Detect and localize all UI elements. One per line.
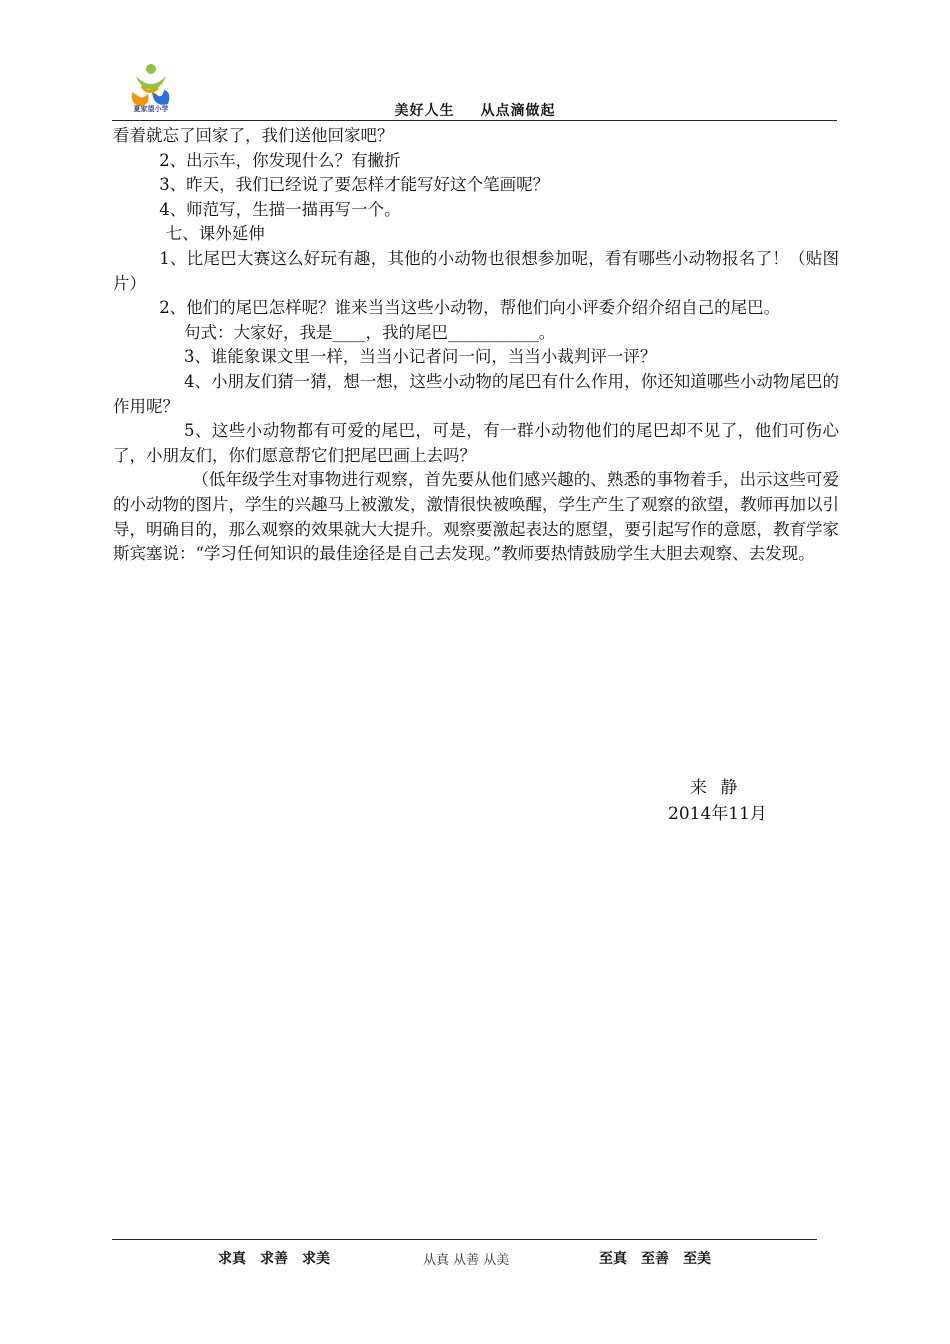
header-title-right: 从点滴做起 (480, 103, 556, 119)
school-logo-text: 夏家望小学 (133, 105, 169, 113)
body-paragraph-1: 1、比尾巴大赛这么好玩有趣，其他的小动物也很想参加呢，看有哪些小动物报名了！（贴图片） (113, 248, 839, 293)
page-header-title (0, 100, 950, 120)
body-paragraph-4: 4、小朋友们猜一猜，想一想，这些小动物的尾巴有什么作用，你还知道哪些小动物尾巴的作用呢？ (113, 371, 839, 416)
header-divider (112, 120, 837, 121)
section-heading: 七、课外延伸 (165, 224, 265, 244)
document-body (113, 124, 839, 567)
footer-divider (112, 1239, 817, 1240)
author-name: 来 静 (690, 778, 742, 798)
sentence-pattern: 句式：大家好，我是____，我的尾巴___________。 (183, 322, 556, 342)
body-line-3: 3、昨天，我们已经说了要怎样才能写好这个笔画呢？ (159, 175, 550, 195)
footer-right-motto: 至真 至善 至美 (599, 1251, 711, 1267)
body-line-4: 4、师范写，生描一描再写一个。 (159, 199, 401, 219)
footer-middle-motto: 从真 从善 从美 (423, 1253, 510, 1268)
body-paragraph-3: 3、谁能象课文里一样，当当小记者问一问，当当小裁判评一评？ (183, 347, 657, 367)
header-title-left: 美好人生 (394, 103, 455, 119)
body-line-1: 看着就忘了回家了，我们送他回家吧？ (113, 126, 394, 145)
document-date: 2014年11月 (668, 804, 767, 824)
body-paragraph-2: 2、他们的尾巴怎样呢？谁来当当这些小动物，帮他们向小评委介绍介绍自己的尾巴。 (159, 298, 781, 318)
body-line-2: 2、出示车，你发现什么？有撇折 (159, 150, 401, 170)
body-paragraph-5: 5、这些小动物都有可爱的尾巴，可是，有一群小动物他们的尾巴却不见了，他们可伤心了，小朋友们，你们愿意帮它们把尾巴画上去吗？ (113, 421, 839, 465)
body-paragraph-reflection: （低年级学生对事物进行观察，首先要从他们感兴趣的、熟悉的事物着手，出示这些可爱的小动物的图片，学生的兴趣马上被激发，激情很快被唤醒，学生产生了观察的欲望，教师再加以引导，明确目的，那么观察的效果就大大提升。观察要激起表达的愿望，要引起写作的意愿，教育学家斯宾塞说：“学习任何知识的最佳途径是自己去发现。”教师要热情鼓励学生大胆去观察、去发现。 (113, 470, 839, 564)
footer-left-motto: 求真 求善 求美 (218, 1251, 330, 1267)
